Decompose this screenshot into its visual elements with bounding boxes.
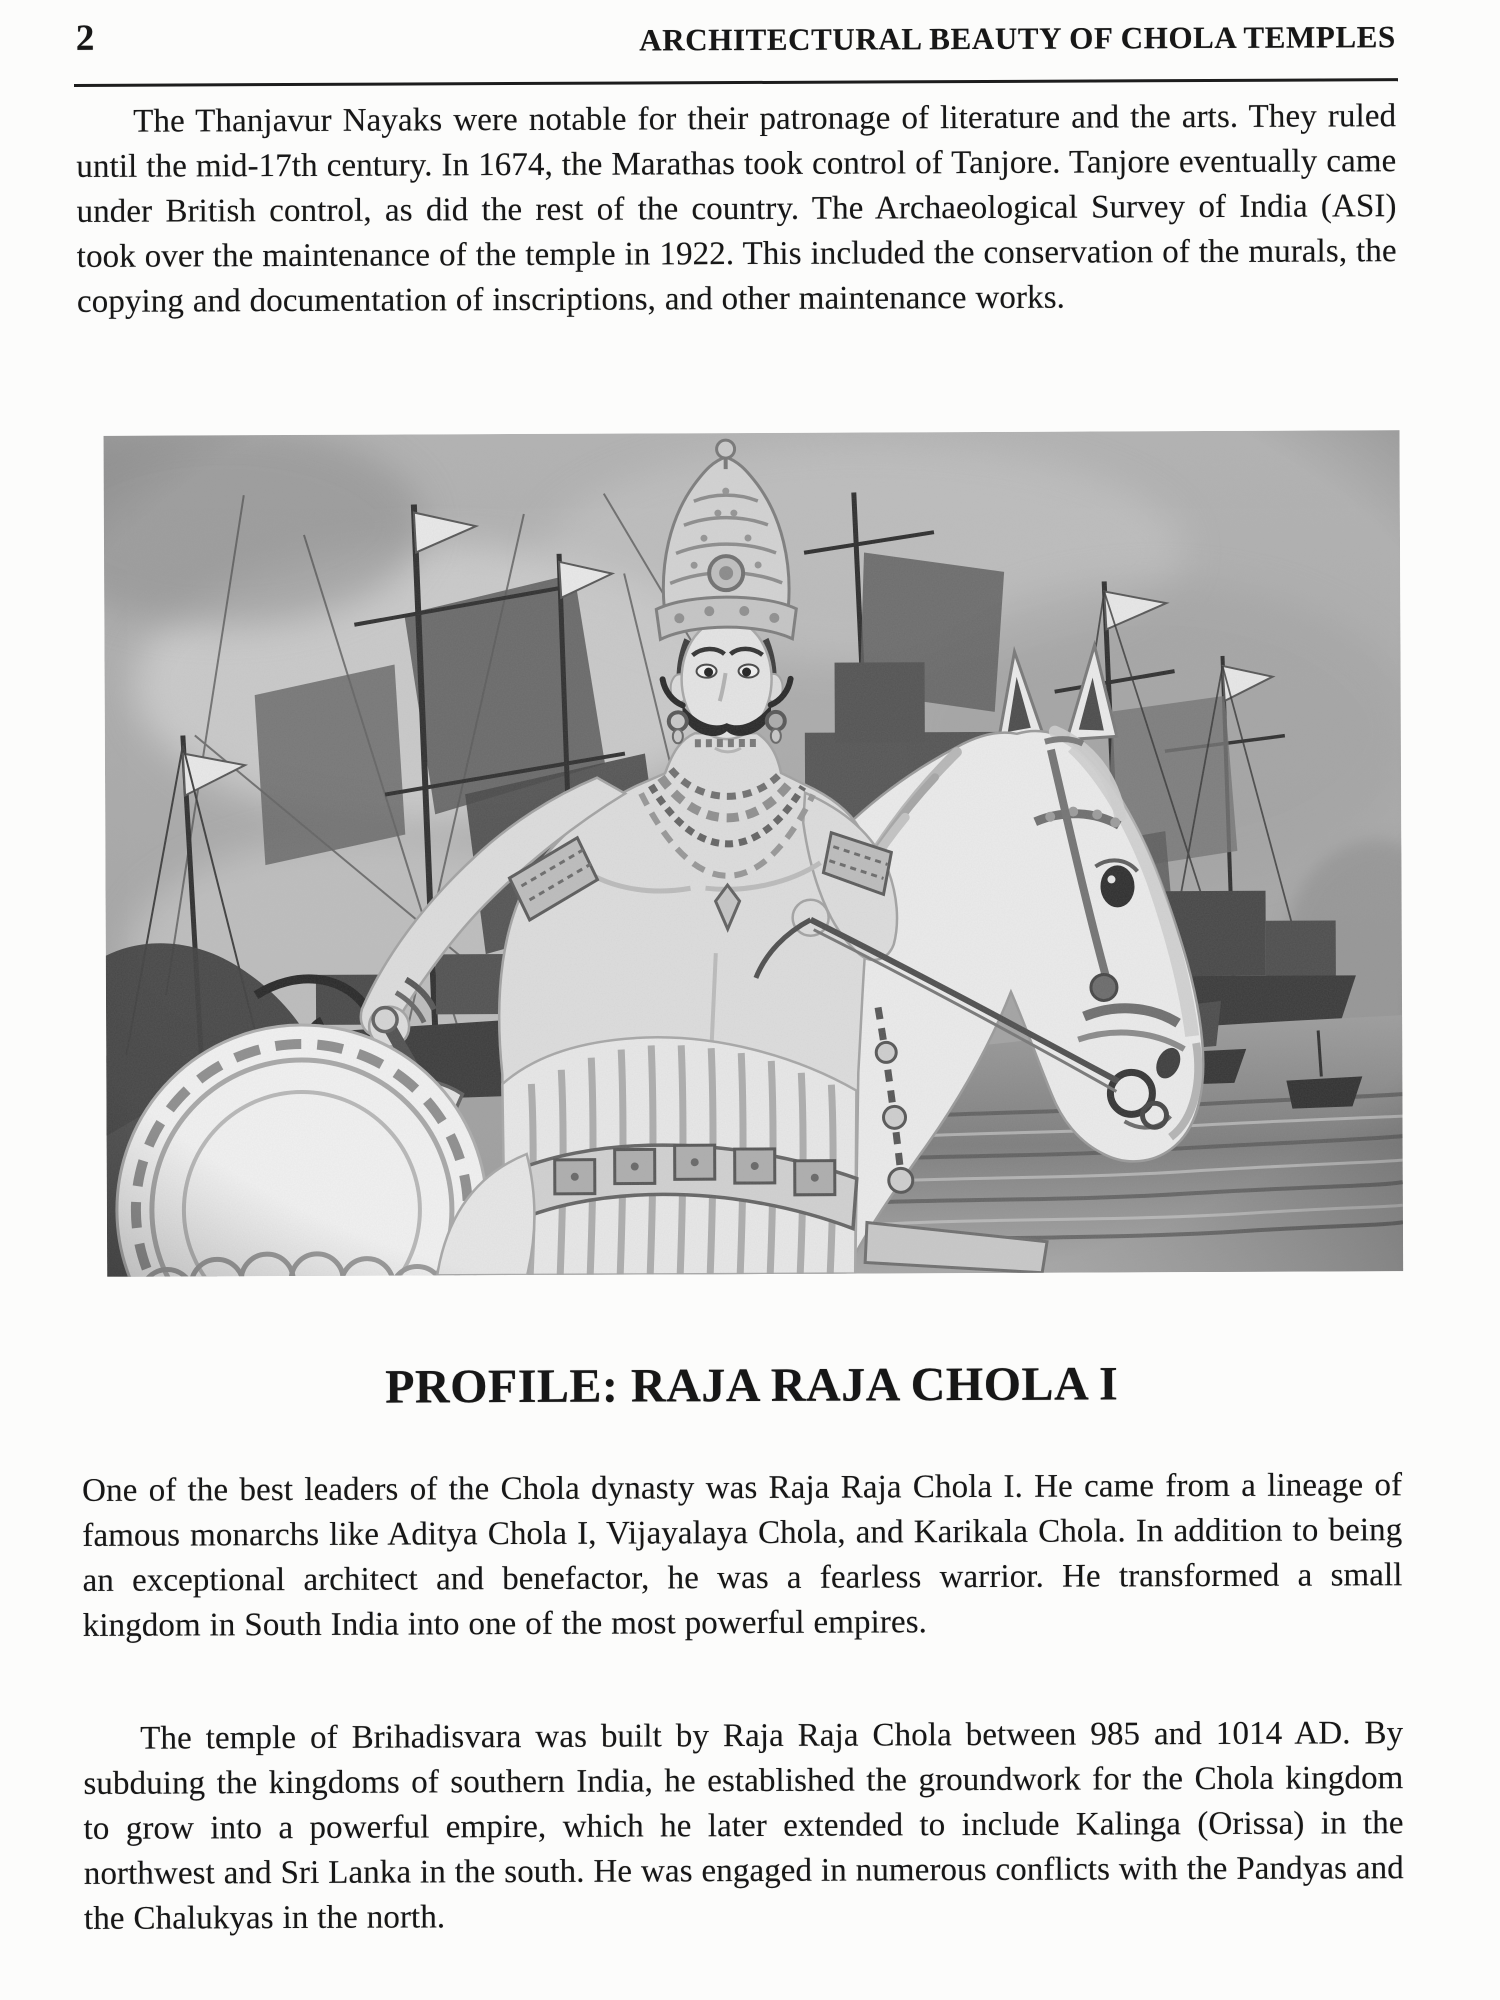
header-rule xyxy=(74,78,1398,87)
section-heading: PROFILE: RAJA RAJA CHOLA I xyxy=(385,1357,1119,1414)
paragraph-brihadisvara: The temple of Brihadisvara was built by Raja Raja Chola between 985 and 1014 AD. By subduing the kingdoms of southern India, he established the groundwork for the Chola kingdom to grow into a powerful empire, which he later extended to include Kalinga (Orissa) in the northwest and Sri Lanka in the south. He was engaged in numerous conflicts with the Pandyas and the Chalukyas in the north. xyxy=(83,1715,1404,1937)
running-header: ARCHITECTURAL BEAUTY OF CHOLA TEMPLES xyxy=(639,19,1396,58)
page-number: 2 xyxy=(75,17,96,59)
paragraph-chola-profile: One of the best leaders of the Chola dynasty was Raja Raja Chola I. He came from a lineage of famous monarchs like Aditya Chola I, Vijayalaya Chola, and Karikala Chola. In addition to being an exceptional architect and benefactor, he was a fearless warrior. He transformed a small kingdom in South India into one of the most powerful empires. xyxy=(82,1467,1403,1644)
chola-king-illustration xyxy=(104,430,1404,1277)
paragraph-nayaks: The Thanjavur Nayaks were notable for their patronage of literature and the arts. They ruled until the mid-17th century. In 1674, the Marathas took control of Tanjore. Tanjore eventually came under British control, as did the rest of the country. The Archaeological Survey of India (ASI) took over the maintenance of the temple in 1922. This included the conservation of the murals, the copying and documentation of inscriptions, and other maintenance works. xyxy=(76,98,1397,320)
illustration-canvas xyxy=(104,430,1404,1277)
